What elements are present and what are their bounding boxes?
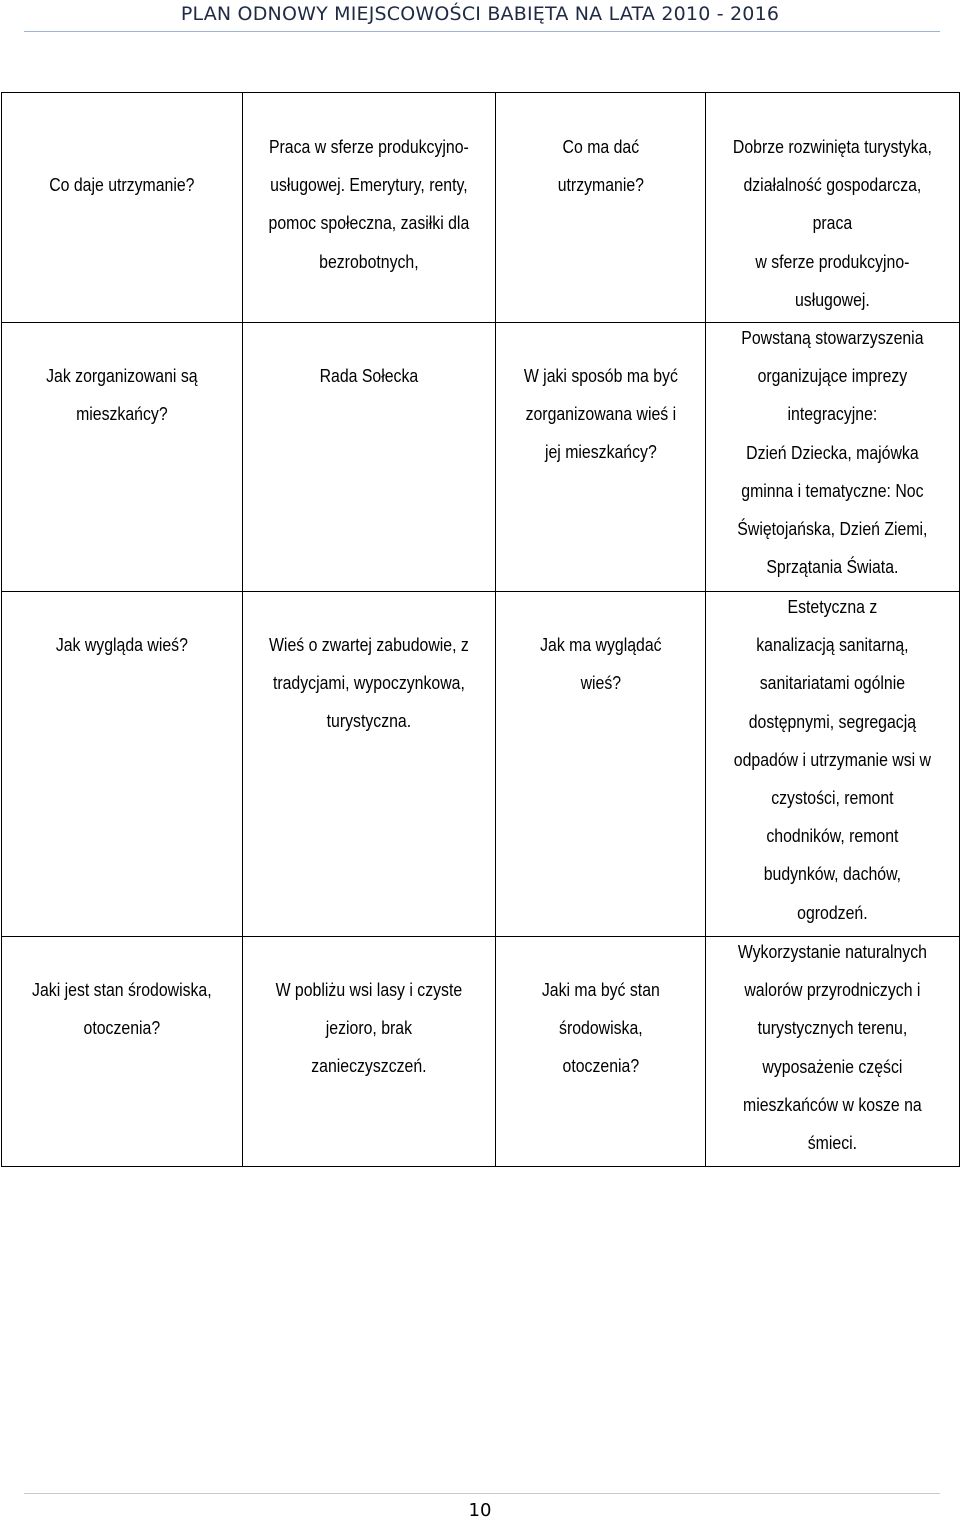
cell-text: organizujące imprezy (757, 366, 908, 387)
cell-text: otoczenia? (83, 1018, 161, 1039)
cell-text: Estetyczna z (787, 597, 878, 617)
cell-text: Wieś o zwartej zabudowie, z (268, 635, 469, 655)
answer-future-cell (706, 323, 960, 592)
cell-text: pomoc społeczna, zasiłki dla (268, 213, 469, 234)
question-now-cell (2, 592, 243, 937)
cell-text: Sprzątania Świata. (766, 557, 899, 578)
cell-text: jezioro, brak (325, 1018, 412, 1039)
answer-future-cell (706, 93, 960, 323)
cell-text: integracyjne: (787, 404, 878, 425)
cell-text: ogrodzeń. (797, 902, 868, 923)
question-future-cell (495, 592, 706, 937)
question-now-cell (2, 93, 243, 323)
cell-text: dostępnymi, segregacją (748, 711, 917, 732)
table-row (2, 93, 960, 323)
table-row (2, 323, 960, 592)
cell-text: budynków, dachów, (763, 864, 902, 885)
cell-text: wieś? (580, 673, 621, 694)
cell-text: usługowej. (795, 289, 871, 310)
cell-text: W pobliżu wsi lasy i czyste (275, 980, 462, 1000)
cell-text: otoczenia? (562, 1056, 639, 1077)
answer-now-cell (242, 592, 495, 937)
question-future-cell (495, 323, 706, 592)
page-header (0, 0, 960, 32)
table-row (2, 937, 960, 1167)
cell-text: W jaki sposób ma być (523, 366, 678, 386)
answer-now-cell (242, 323, 495, 592)
cell-text: utrzymanie? (557, 175, 644, 196)
cell-text: usługowej. Emerytury, renty, (269, 175, 468, 196)
cell-text: Jaki jest stan środowiska, (32, 980, 212, 1000)
cell-text: wyposażenie części (762, 1056, 903, 1077)
cell-text: bezrobotnych, (318, 251, 419, 272)
cell-text: działalność gospodarcza, (743, 175, 922, 196)
cell-text: Wykorzystanie naturalnych (738, 942, 928, 962)
cell-text: kanalizacją sanitarną, (756, 635, 909, 656)
cell-text: Co ma dać (562, 137, 639, 157)
cell-text: Jak zorganizowani są (46, 366, 198, 386)
question-future-cell (495, 93, 706, 323)
cell-text: Świętojańska, Dzień Ziemi, (737, 519, 928, 540)
cell-text: odpadów i utrzymanie wsi w (733, 749, 932, 770)
cell-text: Powstaną stowarzyszenia (741, 328, 924, 348)
cell-text: w sferze produkcyjno- (755, 251, 910, 272)
cell-text: Praca w sferze produkcyjno- (268, 137, 469, 157)
comparison-table (1, 92, 960, 1167)
cell-text: tradycjami, wypoczynkowa, (272, 673, 465, 694)
cell-text: śmieci. (807, 1133, 858, 1154)
cell-text: gminna i tematyczne: Noc (741, 480, 924, 501)
cell-text: praca (812, 213, 853, 234)
question-now-cell (2, 323, 243, 592)
cell-text: Dzień Dziecka, majówka (746, 442, 919, 463)
cell-text: Co daje utrzymanie? (49, 175, 195, 195)
cell-text: jej mieszkańcy? (544, 442, 657, 463)
cell-text: czystości, remont (771, 788, 894, 809)
cell-text: walorów przyrodniczych i (744, 980, 921, 1001)
cell-text: sanitariatami ogólnie (759, 673, 906, 694)
cell-text: mieszkańcy? (76, 404, 168, 425)
cell-text: Rada Sołecka (319, 366, 418, 386)
answer-future-cell (706, 937, 960, 1167)
cell-text: Jaki ma być stan (541, 980, 660, 1000)
header-divider (24, 31, 940, 32)
cell-text: mieszkańców w kosze na (743, 1094, 922, 1115)
cell-text: Jak wygląda wieś? (55, 635, 188, 655)
answer-future-cell (706, 592, 960, 937)
cell-text: zanieczyszczeń. (310, 1056, 427, 1077)
cell-text: Dobrze rozwinięta turystyka, (733, 137, 933, 157)
cell-text: turystyczna. (326, 711, 411, 732)
cell-text: turystycznych terenu, (757, 1018, 908, 1039)
cell-text: zorganizowana wieś i (525, 404, 676, 425)
cell-text: chodników, remont (766, 826, 899, 847)
question-now-cell (2, 937, 243, 1167)
page-footer (0, 1490, 960, 1521)
question-future-cell (495, 937, 706, 1167)
cell-text: Jak ma wyglądać (539, 635, 662, 655)
footer-divider (24, 1493, 940, 1494)
page-number: 10 (468, 1500, 492, 1521)
document-title: PLAN ODNOWY MIEJSCOWOŚCI BABIĘTA NA LATA 2010 - 2016 (180, 3, 780, 25)
answer-now-cell (242, 93, 495, 323)
table-row (2, 592, 960, 937)
answer-now-cell (242, 937, 495, 1167)
cell-text: środowiska, (558, 1018, 643, 1039)
